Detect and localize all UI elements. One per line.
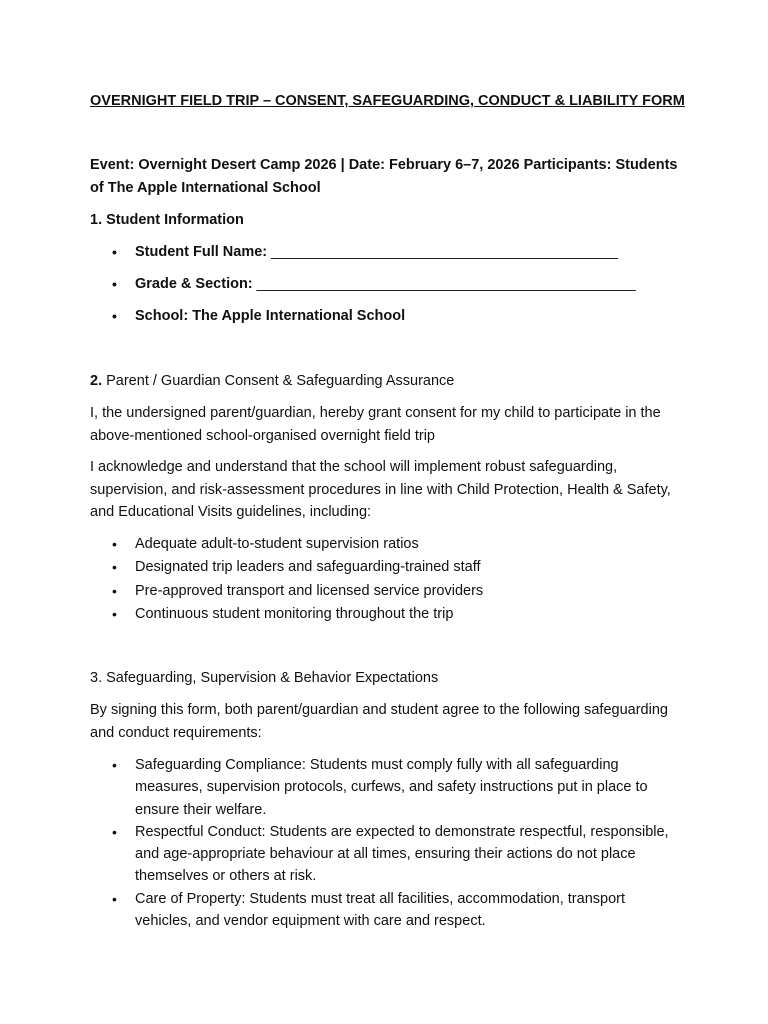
list-item: [90, 273, 685, 296]
list-item-text: Continuous student monitoring throughout the trip: [135, 605, 454, 622]
list-item-text: Pre-approved transport and licensed service providers: [135, 582, 484, 599]
bullet-icon: •: [112, 536, 117, 552]
student-name-label: Student Full Name:: [135, 244, 268, 260]
section-2-heading: [90, 370, 685, 393]
acknowledge-paragraph: I acknowledge and understand that the school will implement robust safeguarding, supervision, and risk-assessment procedures in line with Child Protection, Health & Safety, and Educational Visits guidelines, including:: [90, 459, 671, 520]
school-name: School: The Apple International School: [135, 308, 406, 324]
list-item-text: Safeguarding Compliance: Students must comply fully with all safeguarding measures, supervision protocols, curfews, and safety instructions put in place to ensure their welfare.: [135, 757, 648, 818]
bullet-icon: •: [112, 890, 117, 907]
form-title: OVERNIGHT FIELD TRIP – CONSENT, SAFEGUARDING, CONDUCT & LIABILITY FORM: [90, 93, 685, 109]
bullet-icon: •: [112, 823, 117, 840]
list-item: [90, 888, 685, 933]
student-info-list: [90, 241, 685, 328]
section-2-number: 2.: [90, 373, 103, 389]
grade-section-label: Grade & Section:: [135, 276, 253, 292]
bullet-icon: •: [112, 582, 117, 599]
list-item-text: Care of Property: Students must treat all facilities, accommodation, transport vehicles, and vendor equipment with care and respect.: [135, 890, 625, 930]
list-item-text: Adequate adult-to-student supervision ratios: [135, 536, 419, 552]
section-1-heading: 1. Student Information: [90, 212, 244, 228]
list-item: [90, 533, 685, 556]
consent-paragraph: I, the undersigned parent/guardian, hereby grant consent for my child to participate in the above-mentioned school-organised overnight field trip: [90, 405, 661, 444]
list-item: [90, 821, 685, 888]
bullet-icon: •: [112, 559, 117, 576]
safeguarding-measures-list: [90, 533, 685, 626]
student-name-field[interactable]: ___________________________________________: [271, 244, 618, 260]
list-item-text: Designated trip leaders and safeguarding-trained staff: [135, 559, 481, 576]
section-3-heading: 3. Safeguarding, Supervision & Behavior Expectations: [90, 670, 439, 686]
list-item: [90, 305, 685, 328]
bullet-icon: •: [112, 308, 117, 324]
event-line: Event: Overnight Desert Camp 2026 | Date: February 6–7, 2026 Participants: Students of The Apple International School: [90, 157, 678, 196]
section-2-title: Parent / Guardian Consent & Safeguarding Assurance: [102, 373, 455, 389]
grade-section-field[interactable]: _______________________________________________: [256, 276, 636, 292]
bullet-icon: •: [112, 605, 117, 622]
list-item-text: Respectful Conduct: Students are expected to demonstrate respectful, responsible, and age-appropriate behaviour at all times, ensuring their actions do not place themselves or others at risk.: [135, 823, 669, 885]
conduct-requirements-list: [90, 754, 685, 932]
list-item: [90, 241, 685, 264]
list-item: [90, 754, 685, 821]
bullet-icon: •: [112, 276, 117, 292]
list-item: [90, 556, 685, 579]
list-item: [90, 580, 685, 603]
section-3-intro: By signing this form, both parent/guardian and student agree to the following safeguarding and conduct requirements:: [90, 702, 668, 741]
bullet-icon: •: [112, 757, 117, 773]
bullet-icon: •: [112, 244, 117, 260]
list-item: [90, 603, 685, 626]
